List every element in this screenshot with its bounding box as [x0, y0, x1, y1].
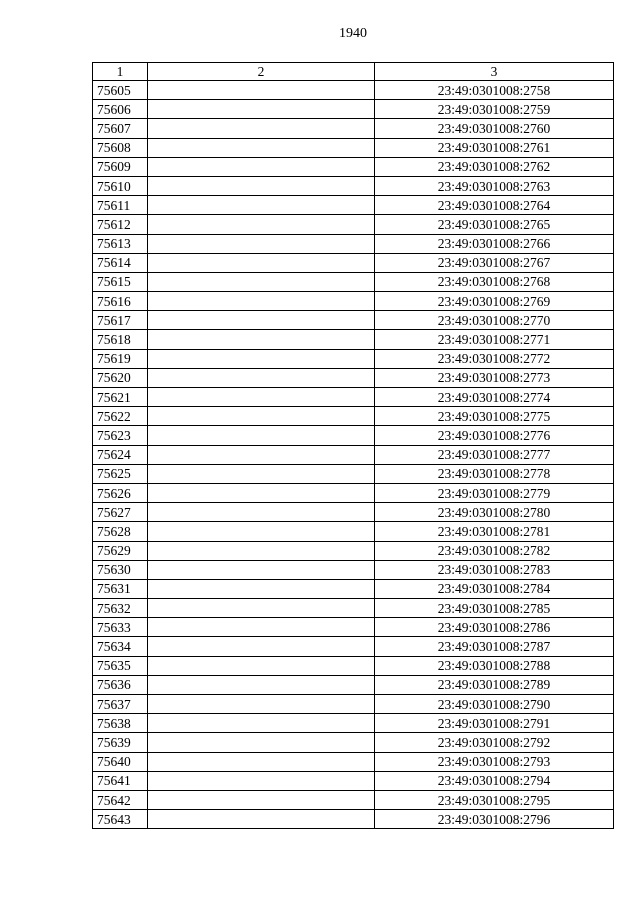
row-number-cell: 75618 — [93, 330, 148, 349]
row-number-cell: 75621 — [93, 388, 148, 407]
table-row — [93, 618, 614, 637]
row-number-cell: 75636 — [93, 675, 148, 694]
row-number-cell: 75613 — [93, 234, 148, 253]
cadastral-number-cell: 23:49:0301008:2766 — [375, 234, 614, 253]
cadastral-number-cell: 23:49:0301008:2761 — [375, 138, 614, 157]
cadastral-number-cell: 23:49:0301008:2772 — [375, 349, 614, 368]
row-number-cell: 75619 — [93, 349, 148, 368]
row-empty-cell — [148, 426, 375, 445]
row-empty-cell — [148, 503, 375, 522]
row-number-cell: 75629 — [93, 541, 148, 560]
row-number-cell: 75640 — [93, 752, 148, 771]
table-row — [93, 81, 614, 100]
cadastral-number-cell: 23:49:0301008:2760 — [375, 119, 614, 138]
row-number-cell: 75631 — [93, 579, 148, 598]
row-number-cell: 75617 — [93, 311, 148, 330]
column-header-2: 2 — [148, 63, 375, 81]
row-number-cell: 75632 — [93, 599, 148, 618]
table-row — [93, 119, 614, 138]
row-number-cell: 75626 — [93, 483, 148, 502]
table-row — [93, 560, 614, 579]
cadastral-number-cell: 23:49:0301008:2763 — [375, 176, 614, 195]
cadastral-number-cell: 23:49:0301008:2778 — [375, 464, 614, 483]
row-number-cell: 75628 — [93, 522, 148, 541]
cadastral-number-cell: 23:49:0301008:2792 — [375, 733, 614, 752]
row-empty-cell — [148, 675, 375, 694]
table-row — [93, 349, 614, 368]
row-empty-cell — [148, 138, 375, 157]
row-number-cell: 75643 — [93, 810, 148, 829]
row-number-cell: 75625 — [93, 464, 148, 483]
table-row — [93, 388, 614, 407]
row-empty-cell — [148, 349, 375, 368]
cadastral-number-cell: 23:49:0301008:2794 — [375, 771, 614, 790]
table-row — [93, 675, 614, 694]
table-row — [93, 292, 614, 311]
table-row — [93, 579, 614, 598]
table-row — [93, 522, 614, 541]
cadastral-number-cell: 23:49:0301008:2758 — [375, 81, 614, 100]
row-number-cell: 75615 — [93, 272, 148, 291]
row-number-cell: 75635 — [93, 656, 148, 675]
row-empty-cell — [148, 407, 375, 426]
row-empty-cell — [148, 733, 375, 752]
row-number-cell: 75609 — [93, 157, 148, 176]
row-number-cell: 75642 — [93, 790, 148, 809]
table-row — [93, 234, 614, 253]
row-number-cell: 75606 — [93, 100, 148, 119]
row-empty-cell — [148, 599, 375, 618]
row-empty-cell — [148, 656, 375, 675]
row-number-cell: 75637 — [93, 695, 148, 714]
row-empty-cell — [148, 81, 375, 100]
cadastral-number-cell: 23:49:0301008:2781 — [375, 522, 614, 541]
table-row — [93, 100, 614, 119]
row-empty-cell — [148, 176, 375, 195]
table-row — [93, 733, 614, 752]
row-empty-cell — [148, 464, 375, 483]
cadastral-number-cell: 23:49:0301008:2764 — [375, 196, 614, 215]
row-number-cell: 75634 — [93, 637, 148, 656]
table-row — [93, 695, 614, 714]
row-empty-cell — [148, 215, 375, 234]
cadastral-number-cell: 23:49:0301008:2765 — [375, 215, 614, 234]
table-row — [93, 483, 614, 502]
row-number-cell: 75605 — [93, 81, 148, 100]
row-empty-cell — [148, 790, 375, 809]
row-empty-cell — [148, 253, 375, 272]
table-row — [93, 157, 614, 176]
cadastral-number-cell: 23:49:0301008:2791 — [375, 714, 614, 733]
cadastral-number-cell: 23:49:0301008:2786 — [375, 618, 614, 637]
row-number-cell: 75614 — [93, 253, 148, 272]
row-number-cell: 75612 — [93, 215, 148, 234]
table-row — [93, 311, 614, 330]
table-row — [93, 272, 614, 291]
cadastral-number-cell: 23:49:0301008:2774 — [375, 388, 614, 407]
table-row — [93, 196, 614, 215]
row-number-cell: 75607 — [93, 119, 148, 138]
row-empty-cell — [148, 445, 375, 464]
cadastral-number-cell: 23:49:0301008:2779 — [375, 483, 614, 502]
cadastral-number-cell: 23:49:0301008:2788 — [375, 656, 614, 675]
row-empty-cell — [148, 330, 375, 349]
registry-table — [92, 62, 614, 829]
row-number-cell: 75623 — [93, 426, 148, 445]
row-empty-cell — [148, 272, 375, 291]
cadastral-number-cell: 23:49:0301008:2762 — [375, 157, 614, 176]
row-empty-cell — [148, 714, 375, 733]
cadastral-number-cell: 23:49:0301008:2768 — [375, 272, 614, 291]
row-empty-cell — [148, 234, 375, 253]
table-row — [93, 637, 614, 656]
row-number-cell: 75630 — [93, 560, 148, 579]
cadastral-number-cell: 23:49:0301008:2780 — [375, 503, 614, 522]
row-number-cell: 75622 — [93, 407, 148, 426]
cadastral-number-cell: 23:49:0301008:2776 — [375, 426, 614, 445]
row-number-cell: 75633 — [93, 618, 148, 637]
row-empty-cell — [148, 292, 375, 311]
row-empty-cell — [148, 618, 375, 637]
cadastral-number-cell: 23:49:0301008:2759 — [375, 100, 614, 119]
table-row — [93, 330, 614, 349]
cadastral-number-cell: 23:49:0301008:2771 — [375, 330, 614, 349]
table-row — [93, 599, 614, 618]
row-empty-cell — [148, 311, 375, 330]
cadastral-number-cell: 23:49:0301008:2770 — [375, 311, 614, 330]
row-number-cell: 75611 — [93, 196, 148, 215]
table-row — [93, 790, 614, 809]
table-row — [93, 426, 614, 445]
row-number-cell: 75641 — [93, 771, 148, 790]
row-number-cell: 75638 — [93, 714, 148, 733]
row-number-cell: 75627 — [93, 503, 148, 522]
page-number: 1940 — [339, 26, 367, 41]
cadastral-number-cell: 23:49:0301008:2785 — [375, 599, 614, 618]
cadastral-number-cell: 23:49:0301008:2789 — [375, 675, 614, 694]
row-empty-cell — [148, 752, 375, 771]
cadastral-number-cell: 23:49:0301008:2773 — [375, 368, 614, 387]
cadastral-number-cell: 23:49:0301008:2769 — [375, 292, 614, 311]
table-header-row — [93, 63, 614, 81]
row-empty-cell — [148, 695, 375, 714]
table-row — [93, 771, 614, 790]
cadastral-number-cell: 23:49:0301008:2782 — [375, 541, 614, 560]
row-empty-cell — [148, 483, 375, 502]
cadastral-number-cell: 23:49:0301008:2784 — [375, 579, 614, 598]
table-row — [93, 752, 614, 771]
table-row — [93, 407, 614, 426]
row-empty-cell — [148, 637, 375, 656]
cadastral-number-cell: 23:49:0301008:2775 — [375, 407, 614, 426]
table-row — [93, 176, 614, 195]
table-row — [93, 714, 614, 733]
row-empty-cell — [148, 157, 375, 176]
table-row — [93, 215, 614, 234]
row-empty-cell — [148, 541, 375, 560]
row-empty-cell — [148, 522, 375, 541]
table-row — [93, 503, 614, 522]
row-number-cell: 75624 — [93, 445, 148, 464]
row-empty-cell — [148, 560, 375, 579]
column-header-3: 3 — [375, 63, 614, 81]
table-row — [93, 541, 614, 560]
row-number-cell: 75610 — [93, 176, 148, 195]
row-empty-cell — [148, 771, 375, 790]
row-number-cell: 75620 — [93, 368, 148, 387]
table-row — [93, 810, 614, 829]
row-empty-cell — [148, 100, 375, 119]
table-row — [93, 138, 614, 157]
table-row — [93, 656, 614, 675]
row-empty-cell — [148, 368, 375, 387]
cadastral-number-cell: 23:49:0301008:2787 — [375, 637, 614, 656]
row-empty-cell — [148, 196, 375, 215]
row-number-cell: 75639 — [93, 733, 148, 752]
table-row — [93, 253, 614, 272]
cadastral-number-cell: 23:49:0301008:2793 — [375, 752, 614, 771]
row-empty-cell — [148, 810, 375, 829]
row-number-cell: 75608 — [93, 138, 148, 157]
cadastral-number-cell: 23:49:0301008:2796 — [375, 810, 614, 829]
row-number-cell: 75616 — [93, 292, 148, 311]
cadastral-number-cell: 23:49:0301008:2795 — [375, 790, 614, 809]
table-row — [93, 464, 614, 483]
cadastral-number-cell: 23:49:0301008:2777 — [375, 445, 614, 464]
table-body — [93, 81, 614, 829]
table-row — [93, 445, 614, 464]
row-empty-cell — [148, 388, 375, 407]
cadastral-number-cell: 23:49:0301008:2783 — [375, 560, 614, 579]
row-empty-cell — [148, 579, 375, 598]
cadastral-number-cell: 23:49:0301008:2767 — [375, 253, 614, 272]
table-row — [93, 368, 614, 387]
column-header-1: 1 — [93, 63, 148, 81]
row-empty-cell — [148, 119, 375, 138]
cadastral-number-cell: 23:49:0301008:2790 — [375, 695, 614, 714]
